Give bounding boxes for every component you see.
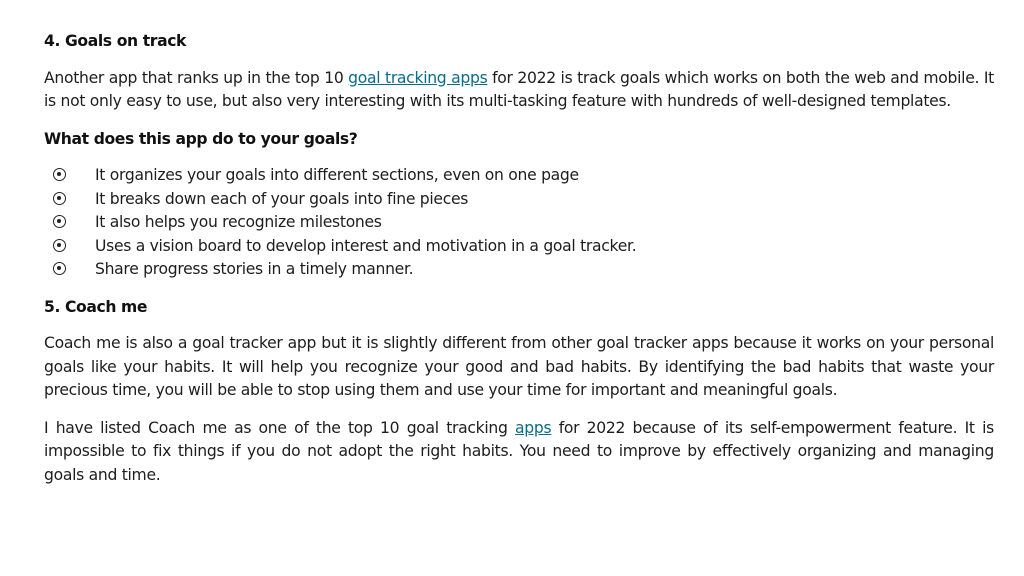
paragraph-text: I have listed Coach me as one of the top 10 goal tracking	[44, 418, 516, 437]
radio-bullet-icon	[53, 168, 66, 181]
list-item-text: It breaks down each of your goals into fine pieces	[95, 189, 469, 208]
goal-tracking-apps-link[interactable]: goal tracking apps	[348, 68, 488, 87]
apps-link[interactable]: apps	[515, 418, 552, 437]
section-paragraph-goals-on-track	[44, 67, 994, 114]
section-heading-goals-on-track: 4. Goals on track	[44, 32, 187, 50]
article-content	[44, 30, 994, 501]
radio-bullet-icon	[53, 192, 66, 205]
radio-bullet-icon	[53, 262, 66, 275]
list-item-text: Share progress stories in a timely manner.	[95, 260, 414, 278]
list-item-text: Uses a vision board to develop interest and motivation in a goal tracker.	[95, 236, 637, 255]
list-item	[44, 235, 994, 259]
section-paragraph-coach-me-listing	[44, 417, 994, 488]
list-item	[44, 258, 994, 282]
paragraph-text: Another app that ranks up in the top 10	[44, 68, 349, 87]
radio-bullet-icon	[53, 239, 66, 252]
list-item	[44, 211, 994, 235]
subheading-what-does-this-app-do: What does this app do to your goals?	[44, 129, 358, 148]
paragraph-text: for 2022 because of its self-empowerment feature. It is impossible to fix things if you do not adopt the right habits. You need to improve by effectively organizing and managing goals and time.	[44, 418, 994, 484]
feature-list	[44, 164, 994, 282]
paragraph-text: for 2022 is track goals which works on both the web and mobile. It is not only easy to use, but also very interesting with its multi-tasking feature with hundreds of well-designed templates.	[44, 68, 994, 110]
list-item-text: It organizes your goals into different sections, even on one page	[95, 166, 579, 184]
radio-bullet-icon	[53, 215, 66, 228]
list-item	[44, 188, 994, 212]
section-heading-coach-me: 5. Coach me	[44, 297, 148, 316]
list-item	[44, 164, 994, 188]
section-paragraph-coach-me: Coach me is also a goal tracker app but it is slightly different from other goal tracker apps because it works on your personal goals like your habits. It will help you recognize your good and bad habits. By identifying the bad habits that waste your precious time, you will be able to stop using them and use your time for important and meaningful goals.	[44, 334, 994, 399]
list-item-text: It also helps you recognize milestones	[95, 213, 382, 231]
